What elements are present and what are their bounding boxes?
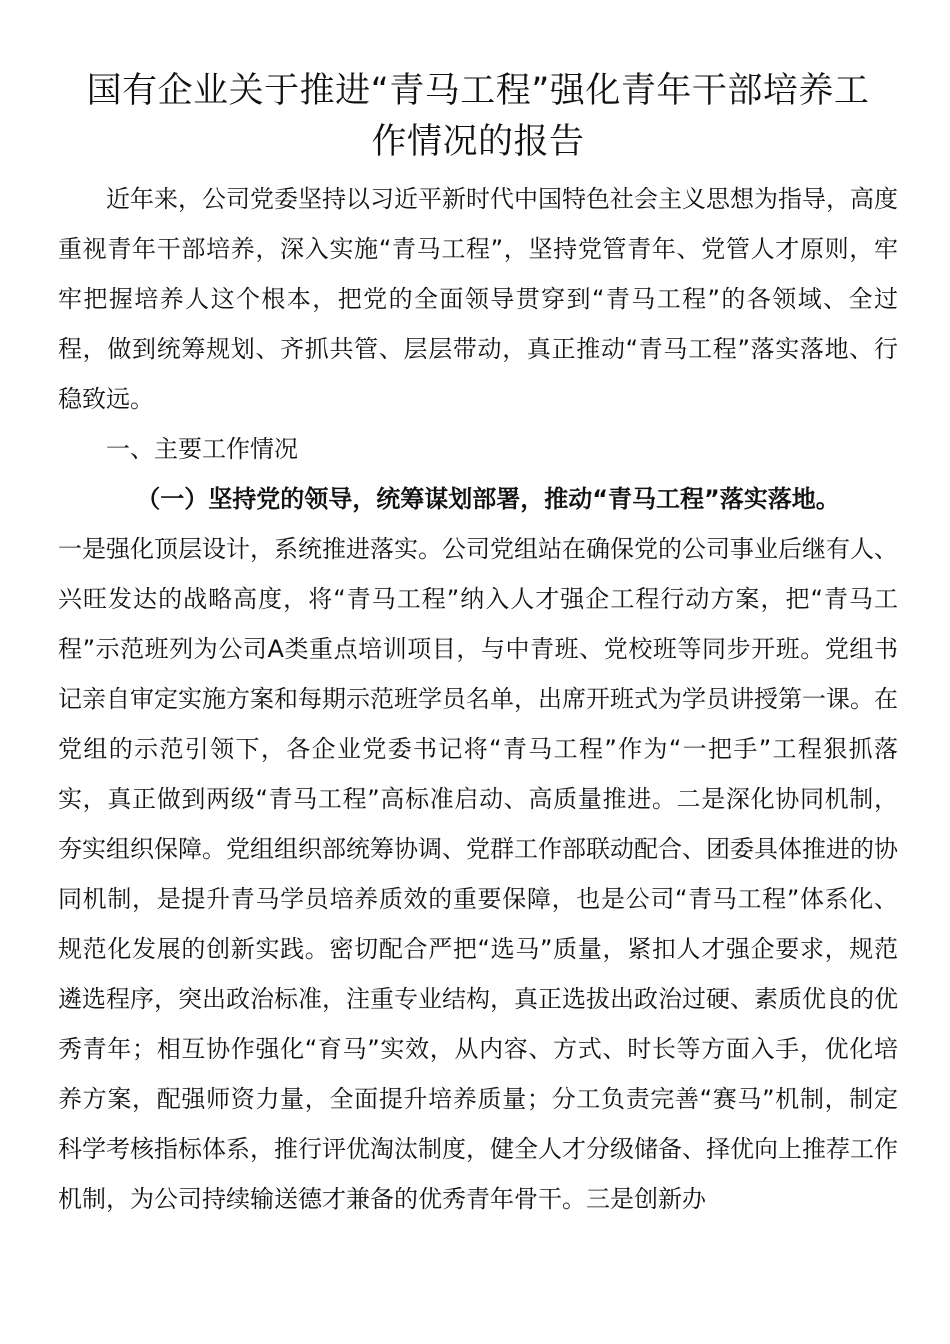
- intro-paragraph: 近年来，公司党委坚持以习近平新时代中国特色社会主义思想为指导，高度重视青年干部培养，深入实施“青马工程”，坚持党管青年、党管人才原则，牢牢把握培养人这个根本，把党的全面领导贯穿到“青马工程”的各领域、全过程，做到统筹规划、齐抓共管、层层带动，真正推动“青马工程”落实落地、行稳致远。: [58, 185, 898, 413]
- sub-heading: （一）坚持党的领导，统筹谋划部署，推动“青马工程”落实落地。: [136, 485, 840, 513]
- document-page: [58, 66, 898, 1224]
- document-body: [58, 174, 898, 1224]
- document-title: [58, 66, 898, 168]
- body-paragraph: 一是强化顶层设计，系统推进落实。公司党组站在确保党的公司事业后继有人、兴旺发达的战略高度，将“青马工程”纳入人才强企工程行动方案，把“青马工程”示范班列为公司A类重点培训项目，与中青班、党校班等同步开班。党组书记亲自审定实施方案和每期示范班学员名单，出席开班式为学员讲授第一课。在党组的示范引领下，各企业党委书记将“青马工程”作为“一把手”工程狠抓落实，真正做到两级“青马工程”高标准启动、高质量推进。二是深化协同机制，夯实组织保障。党组组织部统筹协调、党群工作部联动配合、团委具体推进的协同机制，是提升青马学员培养质效的重要保障，也是公司“青马工程”体系化、规范化发展的创新实践。密切配合严把“选马”质量，紧扣人才强企要求，规范遴选程序，突出政治标准，注重专业结构，真正选拔出政治过硬、素质优良的优秀青年；相互协作强化“育马”实效，从内容、方式、时长等方面入手，优化培养方案，配强师资力量，全面提升培养质量；分工负责完善“赛马”机制，制定科学考核指标体系，推行评优淘汰制度，健全人才分级储备、择优向上推荐工作机制，为公司持续输送德才兼备的优秀青年骨干。三是创新办: [58, 535, 898, 1213]
- title-line-1: 国有企业关于推进“青马工程”强化青年干部培养工: [86, 71, 870, 111]
- section-heading: 一、主要工作情况: [106, 435, 298, 463]
- title-line-2: 作情况的报告: [371, 122, 585, 162]
